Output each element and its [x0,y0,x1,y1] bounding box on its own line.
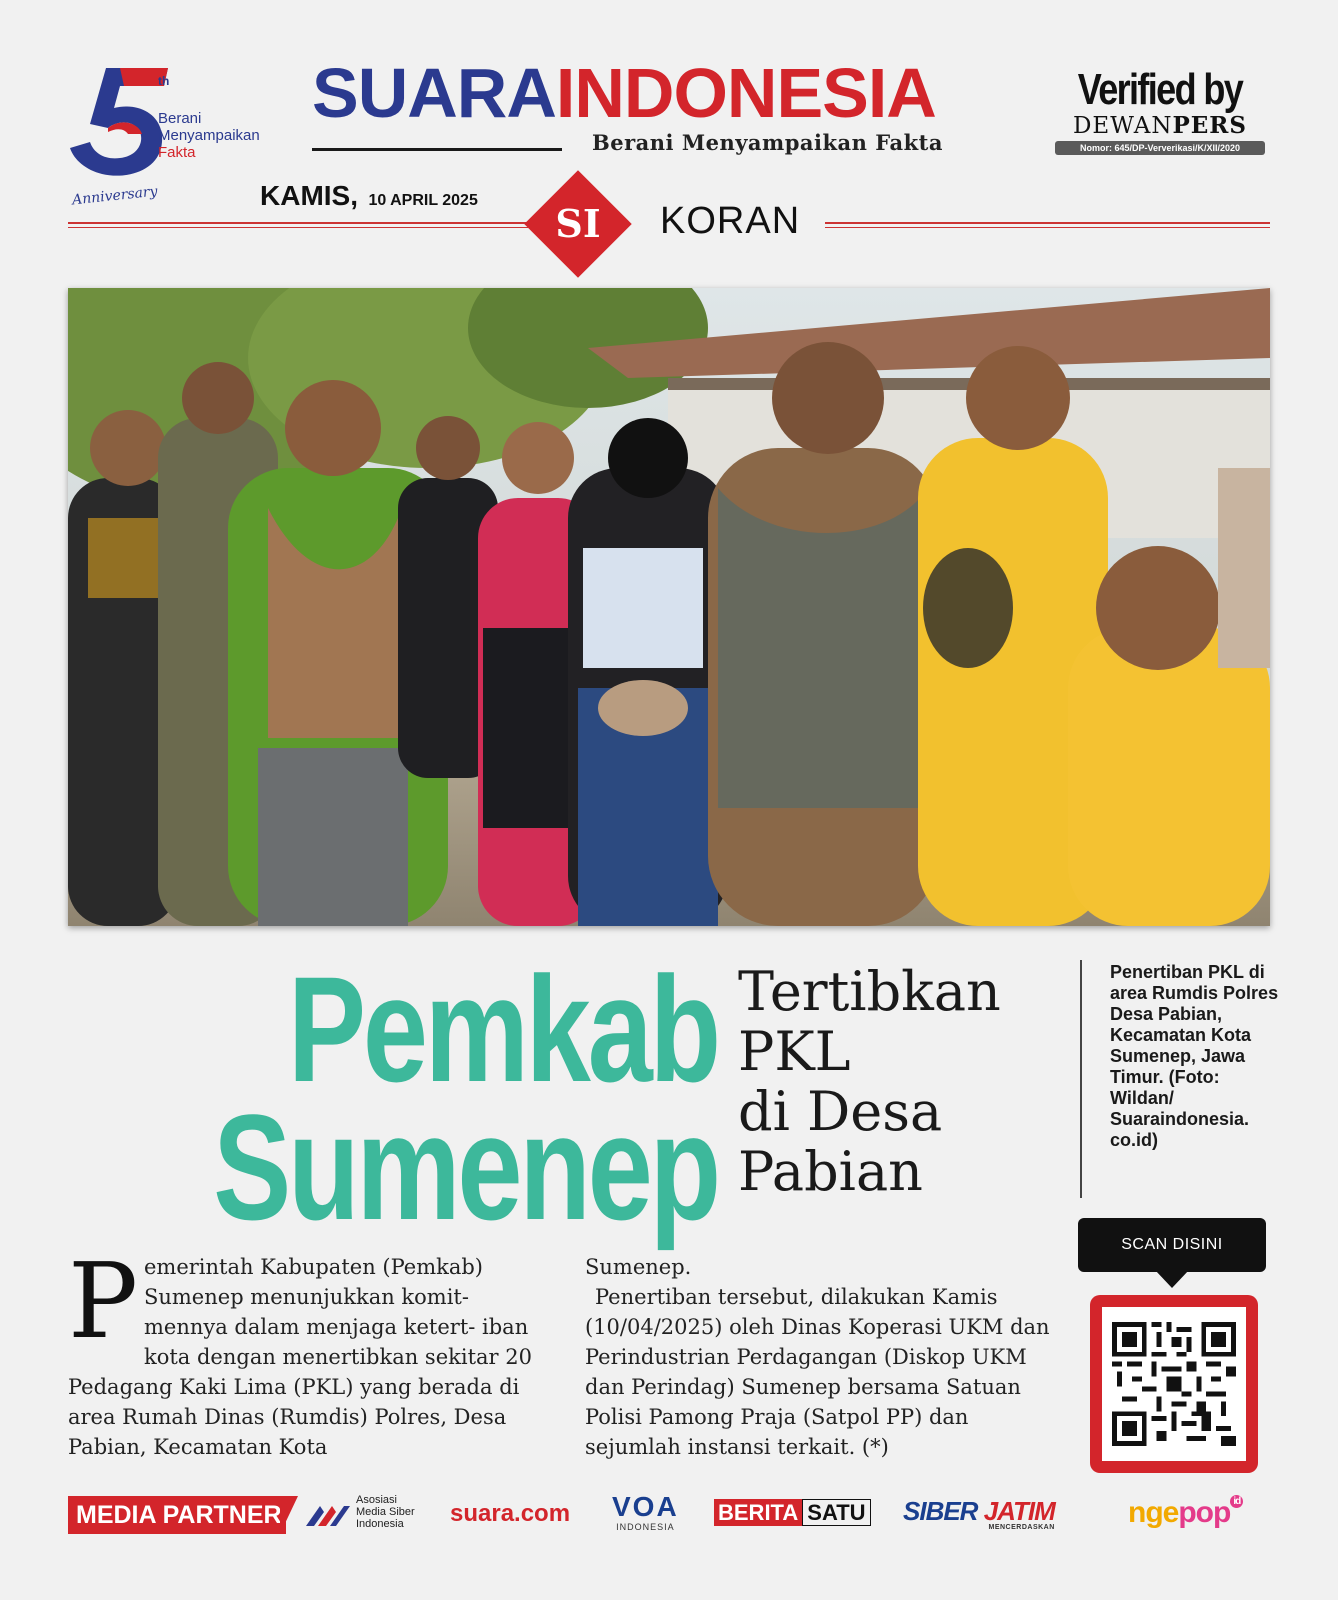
tagline-line-2: Menyampaikan [158,127,260,144]
brand-part-2: INDONESIA [555,54,936,132]
edition-label: KORAN [660,200,801,242]
amsi-mark-icon [304,1500,352,1528]
brand-part-1: SUARA [312,54,556,132]
media-partner-bar [68,1492,1270,1538]
voa-sub: INDONESIA [616,1522,675,1532]
verification-number: Nomor: 645/DP-Ververikasi/K/XII/2020 [1055,141,1265,155]
dateline-date: 10 APRIL 2025 [368,192,478,209]
berita-word: BERITA [714,1499,802,1526]
amsi-line-2: Media Siber [356,1506,415,1518]
suara-com-logo[interactable]: suara.com [450,1500,571,1527]
lead-photo [68,288,1270,926]
headline-sub-line-3: di Desa [738,1080,943,1143]
voa-wordmark: VOA [612,1491,679,1522]
scan-label: SCAN DISINI [1078,1218,1266,1272]
jatim-word: JATIM [983,1496,1055,1526]
header-rule-right [825,222,1270,224]
header-rule-left [68,222,528,224]
ngepop-id: id [1230,1495,1243,1508]
amsi-logo[interactable] [304,1494,415,1530]
article-paragraph-2: Penertiban tersebut, dilakukan Kamis (10/04/2025) oleh Dinas Koperasi UKM dan Perindustrian Perdagangan (Diskop UKM dan Perindag) Sumenep bersama Satuan Polisi Pamong Praja (Satpol PP) dan sejumlah instansi terkait. (*) [585,1285,1050,1459]
siber-jatim-logo[interactable] [903,1496,1055,1531]
berita-satu-logo[interactable] [714,1500,871,1526]
media-partner-label: MEDIA PARTNER [68,1496,286,1534]
qr-code-frame[interactable] [1090,1295,1258,1473]
lead-photo-illustration [68,288,1270,926]
headline-sub [738,962,1058,1202]
verified-title: Verified by [1077,65,1243,114]
headline-sub-line-2: PKL [738,1020,851,1083]
masthead-slogan: Berani Menyampaikan Fakta [592,130,943,155]
satu-word: SATU [802,1499,870,1526]
tagline-line-1: Berani [158,110,202,127]
pop-word: pop [1178,1496,1231,1529]
photo-caption: Penertiban PKL di area Rumdis Polres Desa Pabian, Kecamatan Kota Sumenep, Jawa Timur. (Foto: Wildan/ Suaraindonesia. co.id) [1110,962,1279,1150]
pers-label: PERS [1172,112,1248,139]
qr-code-icon [1112,1319,1236,1449]
anniversary-script: Anniversary [71,183,159,209]
verified-badge [1050,66,1270,166]
amsi-line-1: Asosiasi [356,1494,397,1506]
masthead-rule [312,148,562,151]
nge-word: nge [1128,1496,1179,1529]
scan-pointer-icon [1155,1270,1189,1288]
si-badge-text: SI [555,201,601,246]
article-column-1 [68,1240,546,1462]
article-paragraph-1: emerintah Kabupaten (Pemkab) Sumenep menunjukkan komit- mennya dalam menjaga ketert- iban kota dengan menertibkan sekitar 20 Pedagang Kaki Lima (PKL) yang berada di area Rumah Dinas (Rumdis) Polres, Desa Pabian, Kecamatan Kota [68,1255,532,1459]
article-dropcap: P [68,1240,138,1362]
headline-main [68,945,719,1251]
siber-word: SIBER [903,1496,978,1526]
anniversary-suffix: th [158,74,170,88]
qr-code[interactable] [1102,1307,1246,1461]
tagline-line-3: Fakta [158,144,196,161]
article-paragraph-1-continued: Sumenep. [585,1255,692,1279]
masthead [312,54,1032,155]
caption-divider [1080,960,1082,1198]
ngepop-logo[interactable] [1128,1496,1243,1530]
voa-logo[interactable] [612,1492,679,1532]
headline-sub-line-1: Tertibkan [738,960,1001,1023]
dewan-label: DEWAN [1072,113,1173,139]
dateline-day: KAMIS, [260,180,358,211]
dewan-pers-label [1050,114,1270,138]
dateline [260,180,478,212]
amsi-line-3: Indonesia [356,1518,404,1530]
article-column-2 [585,1252,1065,1462]
anniversary-tagline [158,110,260,161]
headline-sub-line-4: Pabian [738,1140,923,1203]
headline-main-line-2: Sumenep [213,1083,719,1251]
brand-wordmark [312,54,936,132]
headline-main-line-1: Pemkab [287,945,718,1113]
siber-jatim-sub: MENCERDASKAN [988,1524,1055,1531]
media-partner-slash [280,1496,298,1534]
